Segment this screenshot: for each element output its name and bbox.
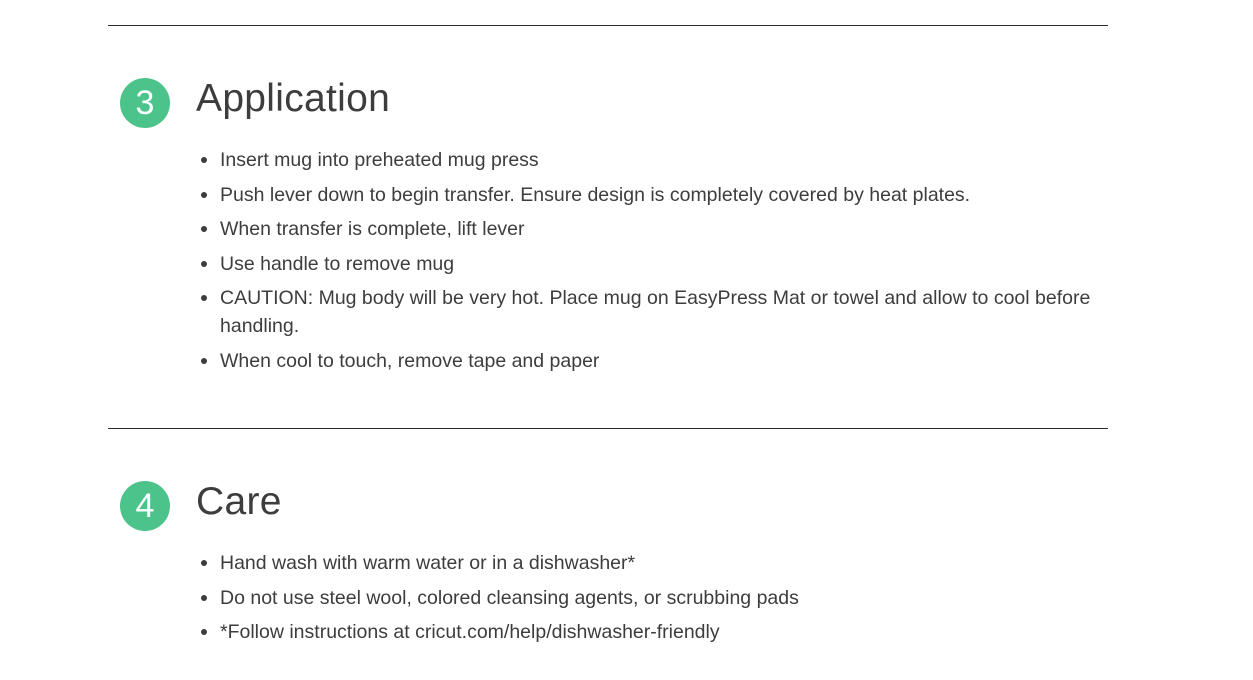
step-list (201, 146, 1101, 381)
list-item: Push lever down to begin transfer. Ensure design is completely covered by heat plates. (201, 181, 1101, 209)
list-item (201, 618, 1101, 646)
section-title: Care (196, 480, 282, 523)
list-item: When transfer is complete, lift lever (201, 215, 1101, 243)
list-item: Insert mug into preheated mug press (201, 146, 1101, 174)
step-list (201, 549, 1101, 653)
step-number-badge: 3 (120, 78, 170, 128)
section-header (120, 76, 1108, 128)
list-item: CAUTION: Mug body will be very hot. Place mug on EasyPress Mat or towel and allow to cool before handling. (201, 284, 1100, 340)
step-number-badge: 4 (120, 481, 170, 531)
list-item: Do not use steel wool, colored cleansing agents, or scrubbing pads (201, 584, 1101, 612)
section-header (120, 479, 1108, 531)
section-title: Application (196, 77, 391, 120)
section-application (120, 76, 1108, 372)
section-divider-top (108, 25, 1108, 26)
list-item: Use handle to remove mug (201, 250, 1101, 278)
dishwasher-instructions-link-text[interactable]: *Follow instructions at cricut.com/help/dishwasher-friendly (220, 621, 720, 643)
section-care (120, 479, 1108, 643)
list-item: When cool to touch, remove tape and paper (201, 347, 1101, 375)
section-divider-middle (108, 428, 1108, 429)
list-item: Hand wash with warm water or in a dishwasher* (201, 549, 1101, 577)
